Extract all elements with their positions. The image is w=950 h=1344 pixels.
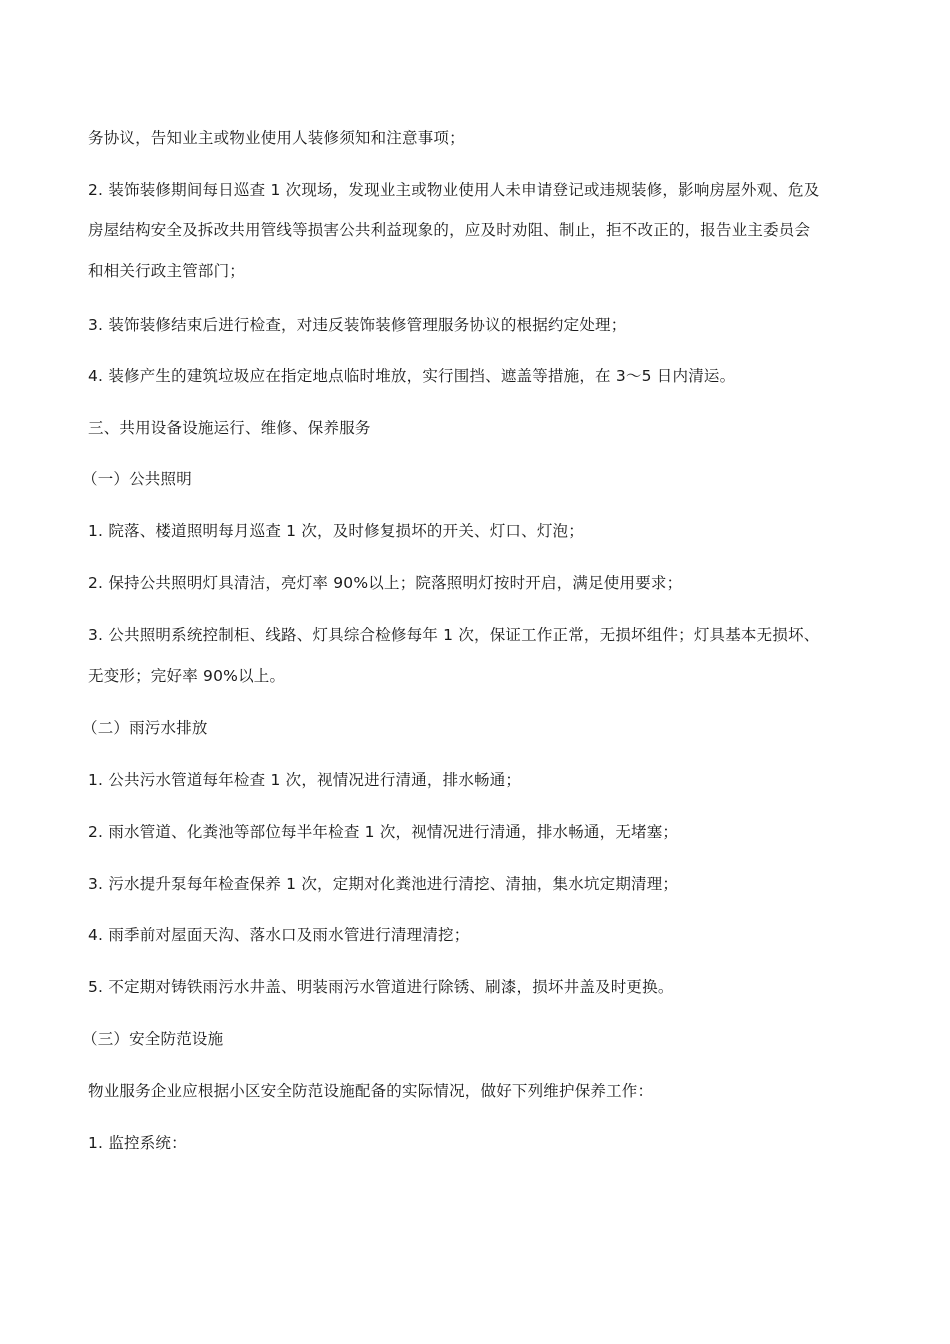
subsection-heading: （一）公共照明 (82, 470, 192, 488)
section-heading: 三、共用设备设施运行、维修、保养服务 (88, 419, 371, 437)
paragraph-line: 3. 污水提升泵每年检查保养 1 次，定期对化粪池进行清挖、清抽，集水坑定期清理； (88, 875, 679, 893)
paragraph-line: 1. 公共污水管道每年检查 1 次，视情况进行清通，排水畅通； (88, 771, 522, 789)
paragraph-line: 物业服务企业应根据小区安全防范设施配备的实际情况，做好下列维护保养工作： (88, 1082, 654, 1100)
paragraph-line: 和相关行政主管部门； (88, 262, 246, 280)
paragraph-line: 5. 不定期对铸铁雨污水井盖、明装雨污水管道进行除锈、刷漆，损坏井盖及时更换。 (88, 978, 674, 996)
paragraph-line: 4. 装修产生的建筑垃圾应在指定地点临时堆放，实行围挡、遮盖等措施，在 3～5 日内清运。 (88, 367, 736, 385)
paragraph-line: 1. 院落、楼道照明每月巡查 1 次，及时修复损坏的开关、灯口、灯泡； (88, 522, 584, 540)
paragraph-line: 4. 雨季前对屋面天沟、落水口及雨水管进行清理清挖； (88, 926, 470, 944)
paragraph-line: 2. 装饰装修期间每日巡查 1 次现场，发现业主或物业使用人未申请登记或违规装修，影响房屋外观、危及 (88, 181, 820, 199)
paragraph-line: 2. 保持公共照明灯具清洁，亮灯率 90%以上；院落照明灯按时开启，满足使用要求； (88, 574, 683, 592)
paragraph-line: 务协议，告知业主或物业使用人装修须知和注意事项； (88, 129, 465, 147)
subsection-heading: （二）雨污水排放 (82, 719, 208, 737)
paragraph-line: 3. 公共照明系统控制柜、线路、灯具综合检修每年 1 次，保证工作正常，无损坏组件；灯具基本无损坏、 (88, 626, 820, 644)
subsection-heading: （三）安全防范设施 (82, 1030, 224, 1048)
paragraph-line: 1. 监控系统： (88, 1134, 187, 1152)
paragraph-line: 房屋结构安全及拆改共用管线等损害公共利益现象的，应及时劝阻、制止，拒不改正的，报告业主委员会 (88, 221, 811, 239)
paragraph-line: 无变形；完好率 90%以上。 (88, 667, 286, 685)
paragraph-line: 2. 雨水管道、化粪池等部位每半年检查 1 次，视情况进行清通，排水畅通，无堵塞； (88, 823, 679, 841)
paragraph-line: 3. 装饰装修结束后进行检查，对违反装饰装修管理服务协议的根据约定处理； (88, 316, 627, 334)
